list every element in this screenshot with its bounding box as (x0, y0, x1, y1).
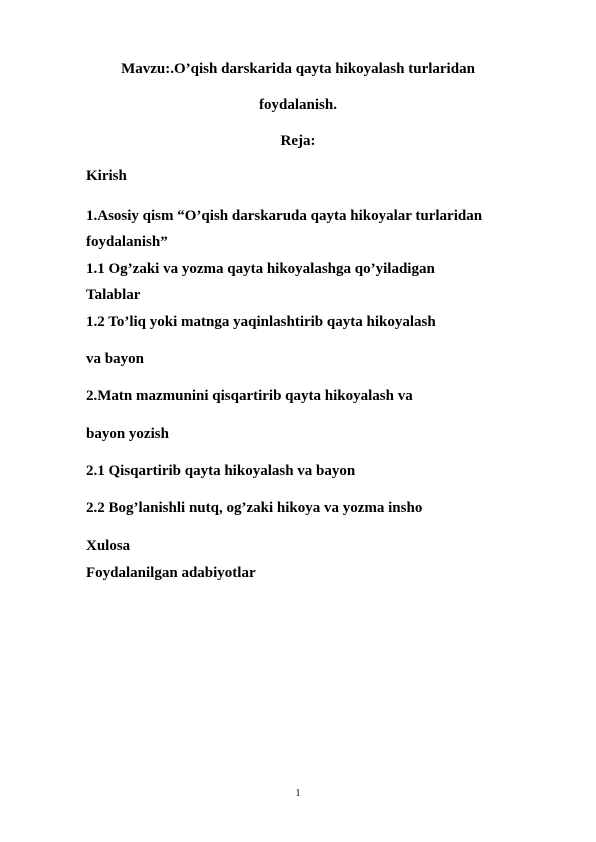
outline-item-1-1: 1.1 Og’zaki va yozma qayta hikoyalashga qo’yiladigan (86, 261, 435, 277)
outline-item-references: Foydalanilgan adabiyotlar (86, 565, 256, 581)
page-number: 1 (295, 788, 301, 799)
outline-item-intro: Kirish (86, 168, 127, 184)
outline-item-2-2: 2.2 Bog’lanishli nutq, og’zaki hikoya va yozma insho (86, 500, 423, 516)
outline-item-2-cont: bayon yozish (86, 426, 169, 442)
outline-item-1-1-cont: Talablar (86, 287, 141, 303)
title-line-2: foydalanish. (259, 97, 337, 113)
outline-item-2-1: 2.1 Qisqartirib qayta hikoyalash va bayon (86, 463, 356, 479)
outline-item-conclusion: Xulosa (86, 538, 131, 554)
plan-heading: Reja: (280, 133, 316, 149)
outline-item-1-2-cont: va bayon (86, 351, 144, 367)
outline-item-1-cont: foydalanish” (86, 234, 168, 250)
title-line-1: Mavzu:.O’qish darskarida qayta hikoyalash turlaridan (121, 61, 475, 77)
outline-item-1: 1.Asosiy qism “O’qish darskaruda qayta hikoyalar turlaridan (86, 208, 483, 224)
outline-item-2: 2.Matn mazmunini qisqartirib qayta hikoyalash va (86, 388, 413, 404)
outline-item-1-2: 1.2 To’liq yoki matnga yaqinlashtirib qayta hikoyalash (86, 314, 436, 330)
